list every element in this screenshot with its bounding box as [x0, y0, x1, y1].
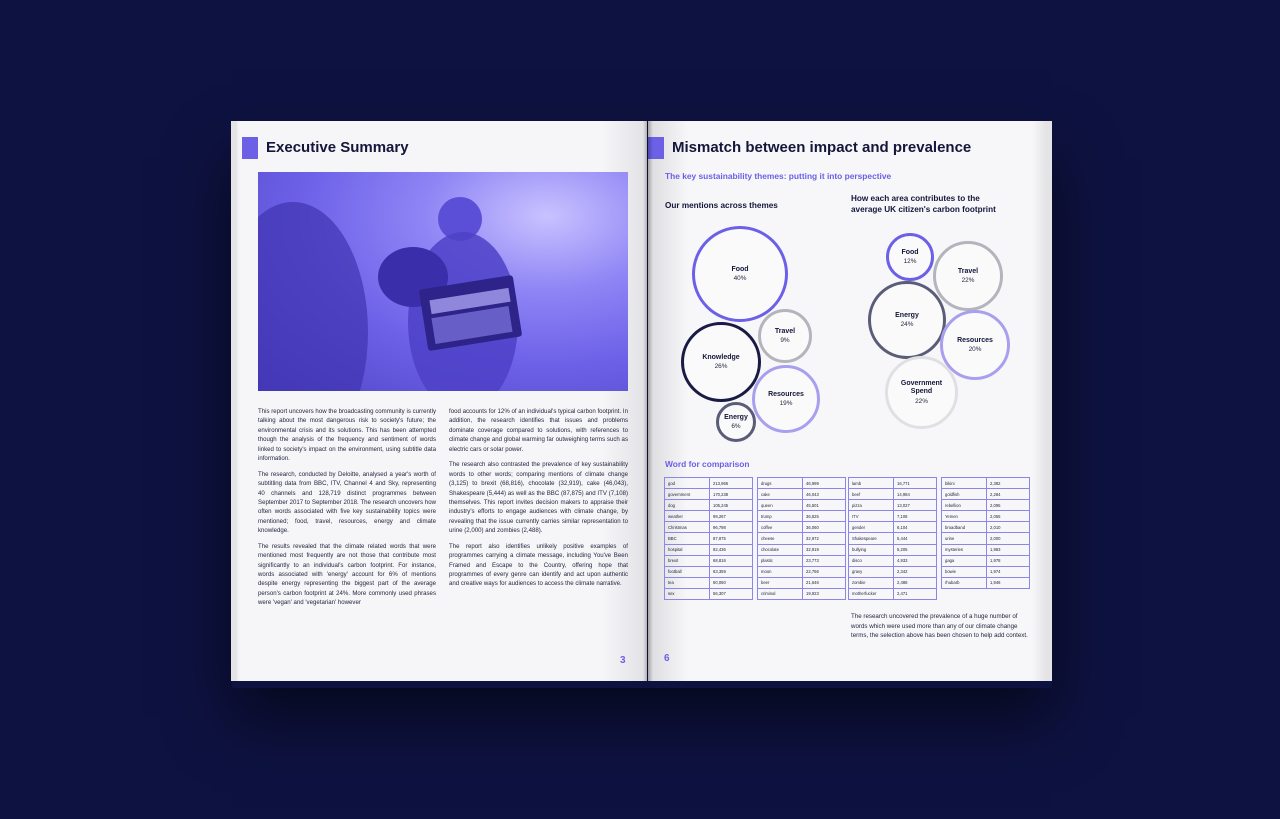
count-cell: 2,342: [894, 566, 937, 577]
table-row: [942, 500, 1030, 511]
count-cell: 23,773: [803, 555, 846, 566]
word-cell: coffee: [758, 522, 803, 533]
word-cell: gaga: [942, 555, 987, 566]
bubble-value: 24%: [900, 321, 914, 329]
count-cell: 105,245: [710, 500, 753, 511]
count-cell: 2,095: [987, 500, 1030, 511]
count-cell: 68,816: [710, 555, 753, 566]
count-cell: 2,010: [987, 522, 1030, 533]
section-subtitle: The key sustainability themes: putting it into perspective: [665, 171, 892, 181]
table-row: [849, 588, 937, 599]
table-row: [758, 500, 846, 511]
count-cell: 2,488: [894, 577, 937, 588]
word-cell: government: [665, 489, 710, 500]
table-row: [849, 577, 937, 588]
count-cell: 2,000: [987, 533, 1030, 544]
word-cell: queen: [758, 500, 803, 511]
table-row: [665, 478, 753, 489]
table-row: [665, 555, 753, 566]
table-row: [665, 500, 753, 511]
table-row: [942, 555, 1030, 566]
table-row: [849, 555, 937, 566]
table-row: [942, 522, 1030, 533]
word-cell: bowie: [942, 566, 987, 577]
count-cell: 1,983: [987, 544, 1030, 555]
table-row: [665, 566, 753, 577]
bubble-footprint-government-spend: [885, 356, 958, 429]
heading-line: average UK citizen's carbon footprint: [851, 205, 996, 215]
bubble-label: Food: [901, 248, 919, 256]
word-cell: pizza: [849, 500, 894, 511]
count-cell: 96,798: [710, 522, 753, 533]
count-cell: 1,978: [987, 555, 1030, 566]
word-cell: beef: [849, 489, 894, 500]
heading-line: How each area contributes to the: [851, 194, 980, 203]
bubble-mentions-travel: [758, 309, 812, 363]
word-cell: plastic: [758, 555, 803, 566]
count-cell: 99,267: [710, 511, 753, 522]
left-page: [231, 121, 647, 681]
context-note: The research uncovered the prevalence of a huge number of words which were used more than any of our climate change terms, the selection above has been chosen to help add context.: [851, 613, 1028, 640]
paragraph: The results revealed that the climate related words that were mentioned most frequently are not those that contribute most significantly to an individual's carbon footprint. For instance, words associated with 'energy' account for 6% of mentions despite energy representing the biggest part of the average person's carbon footprint at 24%. More commonly used phrases were 'vegan' and 'vegetarian' however: [258, 542, 436, 607]
book-spine: [643, 121, 653, 681]
page-title: Executive Summary: [266, 139, 409, 156]
count-cell: 36,825: [803, 511, 846, 522]
word-table-2: [757, 477, 846, 600]
bubble-label: Resources: [957, 336, 993, 344]
word-cell: drugs: [758, 478, 803, 489]
bubble-value: 9%: [780, 337, 790, 345]
paragraph: The report also identifies unlikely positive examples of programmes carrying a climate message, including You've Been Framed and Escape to the Country, offering hope that programmes of every genre can identify and act upon authentic and creative ways for audiences to access the climate narrative.: [449, 542, 628, 588]
word-cell: motherfucker: [849, 588, 894, 599]
table-row: [942, 544, 1030, 555]
word-cell: bullying: [849, 544, 894, 555]
word-cell: Shakespeare: [849, 533, 894, 544]
paragraph: food accounts for 12% of an individual's typical carbon footprint. In addition, the research identifies that issues and problems dominate coverage compared to solutions, with references to climate change and global warming far outweighing terms such as electric cars or solar power.: [449, 408, 628, 453]
word-cell: football: [665, 566, 710, 577]
count-cell: 46,043: [803, 489, 846, 500]
table-row: [942, 511, 1030, 522]
bubble-footprint-travel: [933, 241, 1003, 311]
count-cell: 60,060: [710, 577, 753, 588]
table-row: [665, 489, 753, 500]
count-cell: 4,933: [894, 555, 937, 566]
table-row: [758, 555, 846, 566]
table-row: [665, 577, 753, 588]
table-row: [758, 478, 846, 489]
bubble-value: 12%: [903, 258, 917, 266]
table-row: [942, 478, 1030, 489]
count-cell: 7,108: [894, 511, 937, 522]
count-cell: 36,060: [803, 522, 846, 533]
table-row: [942, 577, 1030, 588]
bubble-value: 22%: [915, 397, 928, 405]
bubble-label: Food: [731, 265, 749, 273]
bubble-footprint-energy: [868, 281, 946, 359]
paragraph: The research, conducted by Deloitte, analysed a year's worth of subtitling data from BBC, ITV, Channel 4 and Sky, representing 40 channels and 128,719 distinct programmes between September 2017 to September 2018. The research uncovers how often words associated with five key sustainability topics were mentioned; food, travel, resources, energy and climate knowledge.: [258, 470, 436, 535]
bubble-value: 19%: [779, 400, 793, 408]
bubble-label: Energy: [895, 311, 919, 319]
table-row: [758, 544, 846, 555]
table-row: [849, 511, 937, 522]
word-cell: beer: [758, 577, 803, 588]
count-cell: 14,984: [894, 489, 937, 500]
bubble-value: 20%: [968, 346, 982, 354]
bubble-label: Energy: [724, 413, 748, 421]
bubble-label: Knowledge: [702, 353, 740, 361]
word-table-1: [664, 477, 753, 600]
word-cell: criminal: [758, 588, 803, 599]
word-cell: gender: [849, 522, 894, 533]
count-cell: 5,205: [894, 544, 937, 555]
word-table-4: [941, 477, 1030, 589]
page-number: 6: [664, 653, 670, 664]
word-cell: Yemen: [942, 511, 987, 522]
table-row: [942, 489, 1030, 500]
word-cell: weather: [665, 511, 710, 522]
count-cell: 2,055: [987, 511, 1030, 522]
footprint-heading: [851, 193, 1051, 216]
word-cell: dog: [665, 500, 710, 511]
table-row: [758, 577, 846, 588]
word-cell: chocolate: [758, 544, 803, 555]
count-cell: 63,359: [710, 566, 753, 577]
page-edge: [231, 121, 237, 681]
paragraph: The research also contrasted the prevalence of key sustainability words to other words; comparing mentions of climate change (3,125) to brexit (68,816), chocolate (32,919), cake (46,043), Shakespeare (5,444) as well as the BBC (87,875) and ITV (7,108) themselves. This report invites decision makers to appraise their industry's efforts to engage audiences with climate change, by revealing that the issue currently carries similar representation to urine (2,000) and zombies (2,488).: [449, 461, 628, 535]
page-number: 3: [620, 655, 626, 666]
bubble-value: 40%: [733, 275, 747, 283]
text-column-1: [258, 407, 436, 614]
table-row: [665, 533, 753, 544]
count-cell: 6,104: [894, 522, 937, 533]
table-row: [758, 489, 846, 500]
bubble-footprint-food: [886, 233, 934, 281]
table-row: [849, 566, 937, 577]
table-row: [942, 533, 1030, 544]
word-cell: brexit: [665, 555, 710, 566]
bubble-mentions-knowledge: [681, 322, 761, 402]
count-cell: 2,471: [894, 588, 937, 599]
count-cell: 5,444: [894, 533, 937, 544]
clapperboard-photo: [258, 172, 628, 391]
count-cell: 213,966: [710, 478, 753, 489]
count-cell: 45,501: [803, 500, 846, 511]
word-cell: god: [665, 478, 710, 489]
count-cell: 170,238: [710, 489, 753, 500]
word-cell: gravy: [849, 566, 894, 577]
word-cell: lamb: [849, 478, 894, 489]
count-cell: 1,946: [987, 577, 1030, 588]
bubble-value: 6%: [731, 423, 741, 431]
count-cell: 19,923: [803, 588, 846, 599]
count-cell: 82,436: [710, 544, 753, 555]
count-cell: 87,875: [710, 533, 753, 544]
word-cell: cheese: [758, 533, 803, 544]
bubble-mentions-resources: [752, 365, 820, 433]
count-cell: 2,382: [987, 478, 1030, 489]
count-cell: 16,771: [894, 478, 937, 489]
count-cell: 2,284: [987, 489, 1030, 500]
bubble-mentions-energy: [716, 402, 756, 442]
table-row: [849, 544, 937, 555]
word-cell: urine: [942, 533, 987, 544]
word-cell: cake: [758, 489, 803, 500]
word-table-3: [848, 477, 937, 600]
bubble-value: 22%: [961, 277, 975, 285]
count-cell: 32,972: [803, 533, 846, 544]
table-row: [942, 566, 1030, 577]
word-cell: zombie: [849, 577, 894, 588]
table-row: [758, 533, 846, 544]
word-cell: hospital: [665, 544, 710, 555]
table-row: [849, 489, 937, 500]
word-cell: goldfish: [942, 489, 987, 500]
table-row: [758, 511, 846, 522]
table-row: [665, 522, 753, 533]
right-page: [648, 121, 1052, 681]
table-row: [849, 533, 937, 544]
table-row: [665, 588, 753, 599]
word-cell: trump: [758, 511, 803, 522]
page-title: Mismatch between impact and prevalence: [672, 139, 972, 156]
word-cell: bikini: [942, 478, 987, 489]
table-row: [665, 544, 753, 555]
word-cell: disco: [849, 555, 894, 566]
bubble-mentions-food: [692, 226, 788, 322]
table-row: [665, 511, 753, 522]
table-row: [849, 478, 937, 489]
bubble-label: Resources: [768, 390, 804, 398]
word-comparison-heading: Word for comparison: [665, 459, 750, 469]
table-row: [849, 500, 937, 511]
paragraph: This report uncovers how the broadcasting community is currently talking about the most dangerous risk to society's future; the environmental crisis and its solutions. This has been attempted though the analysis of the frequency and sentiment of words linked to society's impact on the environment, using subtitle data information.: [258, 408, 436, 463]
count-cell: 1,974: [987, 566, 1030, 577]
table-row: [849, 522, 937, 533]
bubble-label: Travel: [957, 267, 979, 275]
count-cell: 46,999: [803, 478, 846, 489]
count-cell: 32,919: [803, 544, 846, 555]
word-cell: tea: [665, 577, 710, 588]
word-cell: sex: [665, 588, 710, 599]
word-cell: Christmas: [665, 522, 710, 533]
table-row: [758, 566, 846, 577]
word-cell: moon: [758, 566, 803, 577]
word-cell: BBC: [665, 533, 710, 544]
title-accent: [242, 137, 258, 159]
bubble-label: Government Spend: [900, 380, 943, 395]
bubble-label: Travel: [774, 327, 796, 335]
count-cell: 21,646: [803, 577, 846, 588]
count-cell: 56,307: [710, 588, 753, 599]
table-row: [758, 522, 846, 533]
count-cell: 13,027: [894, 500, 937, 511]
bubble-value: 26%: [714, 363, 728, 371]
word-cell: broadband: [942, 522, 987, 533]
text-column-2: [449, 407, 628, 595]
word-cell: rhubarb: [942, 577, 987, 588]
mentions-heading: Our mentions across themes: [665, 201, 778, 210]
word-cell: mysteries: [942, 544, 987, 555]
table-row: [758, 588, 846, 599]
count-cell: 22,756: [803, 566, 846, 577]
word-cell: rebellion: [942, 500, 987, 511]
word-cell: ITV: [849, 511, 894, 522]
